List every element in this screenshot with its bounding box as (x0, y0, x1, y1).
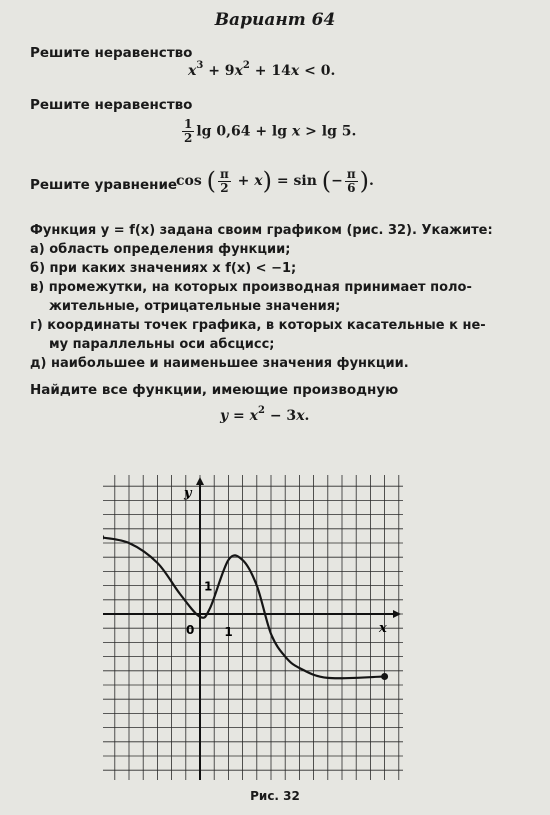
task1-prompt: Решите неравенство (30, 45, 193, 61)
axis-label-y: y (184, 486, 192, 501)
endpoint-left (103, 534, 104, 541)
task2-prompt: Решите неравенство (30, 97, 193, 113)
function-graph (103, 475, 403, 780)
task5-prompt: Найдите все функции, имеющие производную (30, 382, 399, 398)
grid (103, 475, 403, 780)
origin-label: 0 (186, 623, 195, 637)
page-title: Вариант 64 (214, 10, 336, 30)
task4-item: б) при каких значениях x f(x) < −1; (30, 261, 297, 276)
task4-item: му параллельны оси абсцисс; (49, 337, 275, 352)
task4-item: д) наибольшее и наименьшее значения функции. (30, 356, 409, 371)
task3-prompt: Решите уравнение (30, 177, 178, 193)
y-axis-arrow (196, 477, 204, 485)
task4-intro: Функция y = f(x) задана своим графиком (рис. 32). Укажите: (30, 223, 493, 238)
task4-item: г) координаты точек графика, в которых касательные к не- (30, 318, 486, 333)
task4-item: жительные, отрицательные значения; (49, 299, 341, 314)
task2-inequality: $\frac{1}{2}$ lg 0,64 + lg x > lg 5. (184, 117, 357, 145)
task4-item: в) промежутки, на которых производная принимает поло- (30, 280, 472, 295)
axis-label-x: x (379, 621, 387, 636)
tick-label-y: 1 (204, 579, 213, 594)
task4-item: а) область определения функции; (30, 242, 291, 257)
endpoint-right (381, 673, 388, 680)
x-axis-arrow (393, 610, 401, 618)
task5-derivative: $y = x^2 - 3x$. (220, 405, 310, 424)
task3-equation: cos ( $\frac{\pi}{2}$ + x) = sin (− $\frac{\pi}{6}$ ). (176, 166, 374, 195)
tick-label-x: 1 (224, 625, 233, 639)
figure-caption: Рис. 32 (250, 789, 300, 803)
task1-inequality: $x^3 + 9x^2 + 14x < 0$. (188, 60, 336, 79)
